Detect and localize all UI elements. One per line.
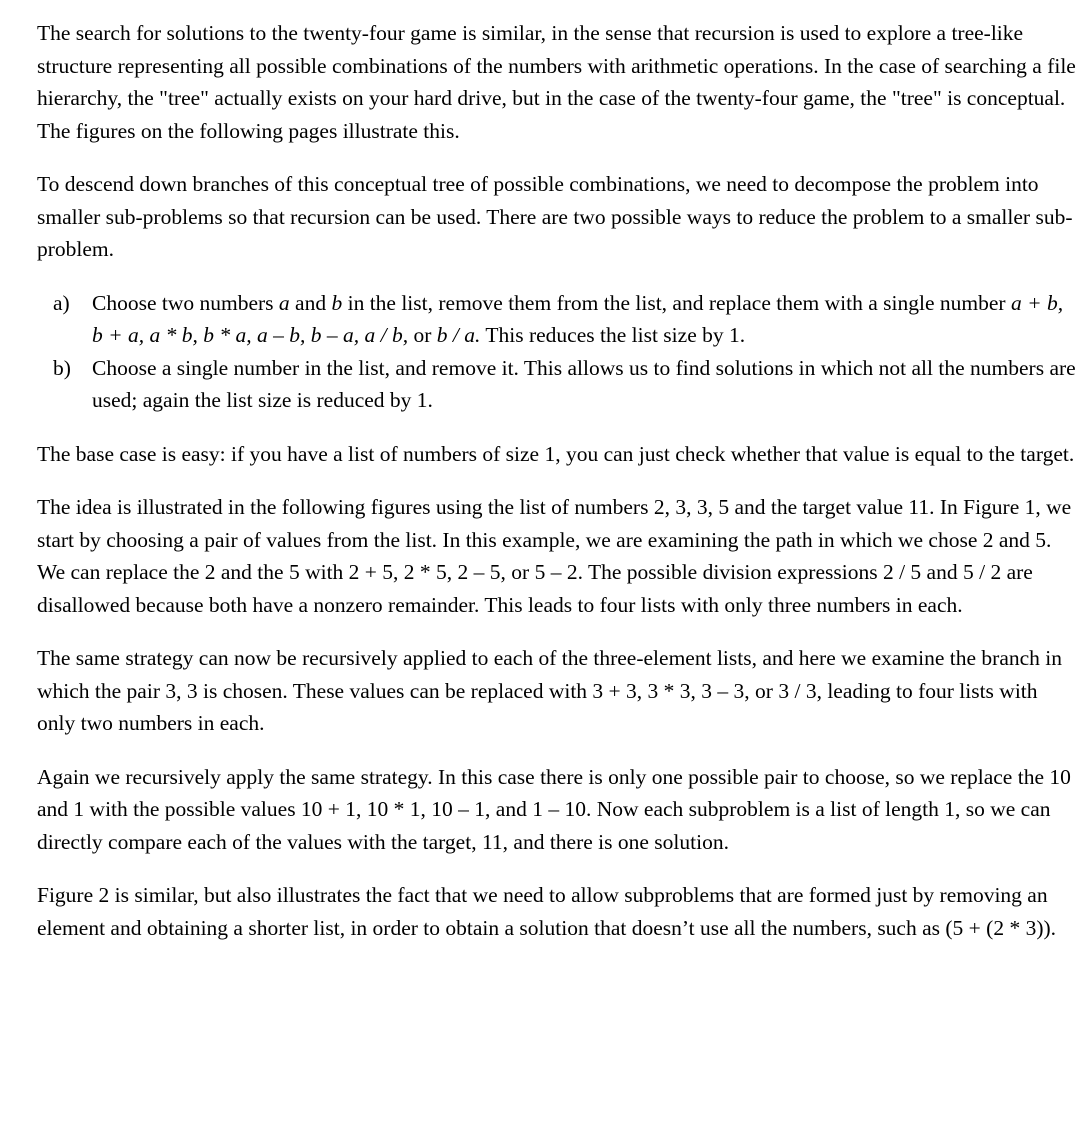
paragraph-two-element: Again we recursively apply the same strategy. In this case there is only one possible pair to choose, so we replace the 10 and 1 with the possible values 10 + 1, 10 * 1, 10 – 1, and 1 – 10. Now each subproblem is a list of length 1, so we can directly compare each of the values with the target, 11, and there is one solution.	[37, 764, 1071, 854]
operation-expressions: a + b, b + a, a * b, b * a, a – b, b – a, a / b,	[92, 290, 1064, 347]
list-item-a-text-2: and	[289, 290, 332, 315]
paragraph-base-case: The base case is easy: if you have a list of numbers of size 1, you can just check whether that value is equal to the target.	[37, 441, 1075, 466]
list-item-a-text-4: or	[408, 323, 437, 347]
list-item-a-text-5: This reduces the list size by 1.	[480, 323, 746, 347]
list-item-a-text-1: Choose two numbers	[92, 290, 279, 315]
paragraph-decompose: To descend down branches of this conceptual tree of possible combinations, we need to decompose the problem into smaller sub-problems so that recursion can be used. There are two possible ways to reduce the problem to a smaller sub-problem.	[37, 172, 1073, 261]
list-item-a	[37, 287, 1076, 352]
operation-expression-last: b / a.	[436, 323, 481, 347]
variable-b: b	[331, 290, 343, 315]
paragraph-intro: The search for solutions to the twenty-four game is similar, in the sense that recursion is used to explore a tree-like structure representing all possible combinations of the numbers with arithmetic operations. In the case of searching a file hierarchy, the "tree" actually exists on your hard drive, but in the case of the twenty-four game, the "tree" is conceptual. The figures on the following pages illustrate this.	[37, 21, 1076, 143]
paragraph-figure-1: The idea is illustrated in the following figures using the list of numbers 2, 3, 3, 5 and the target value 11. In Figure 1, we start by choosing a pair of values from the list. In this example, we are examining the path in which we chose 2 and 5. We can replace the 2 and the 5 with 2 + 5, 2 * 5, 2 – 5, or 5 – 2. The possible division expressions 2 / 5 and 5 / 2 are disallowed because both have a nonzero remainder. This leads to four lists with only three numbers in each.	[37, 495, 1072, 617]
list-marker-b: b)	[53, 355, 71, 380]
list-item-a-text-3: in the list, remove them from the list, and replace them with a single number	[342, 290, 1011, 315]
paragraph-figure-2: Figure 2 is similar, but also illustrates the fact that we need to allow subproblems that are formed just by removing an element and obtaining a shorter list, in order to obtain a solution that doesn’t use all the numbers, such as (5 + (2 * 3)).	[37, 883, 1057, 940]
paragraph-three-element: The same strategy can now be recursively applied to each of the three-element lists, and here we examine the branch in which the pair 3, 3 is chosen. These values can be replaced with 3 + 3, 3 * 3, 3 – 3, or 3 / 3, leading to four lists with only two numbers in each.	[37, 646, 1063, 735]
variable-a: a	[278, 290, 290, 315]
list-item-b	[37, 352, 1076, 417]
list-marker-a: a)	[53, 290, 70, 315]
list-item-b-text: Choose a single number in the list, and remove it. This allows us to find solutions in which not all the numbers are used; again the list size is reduced by 1.	[92, 355, 1076, 412]
reduction-steps-list	[37, 287, 1076, 417]
